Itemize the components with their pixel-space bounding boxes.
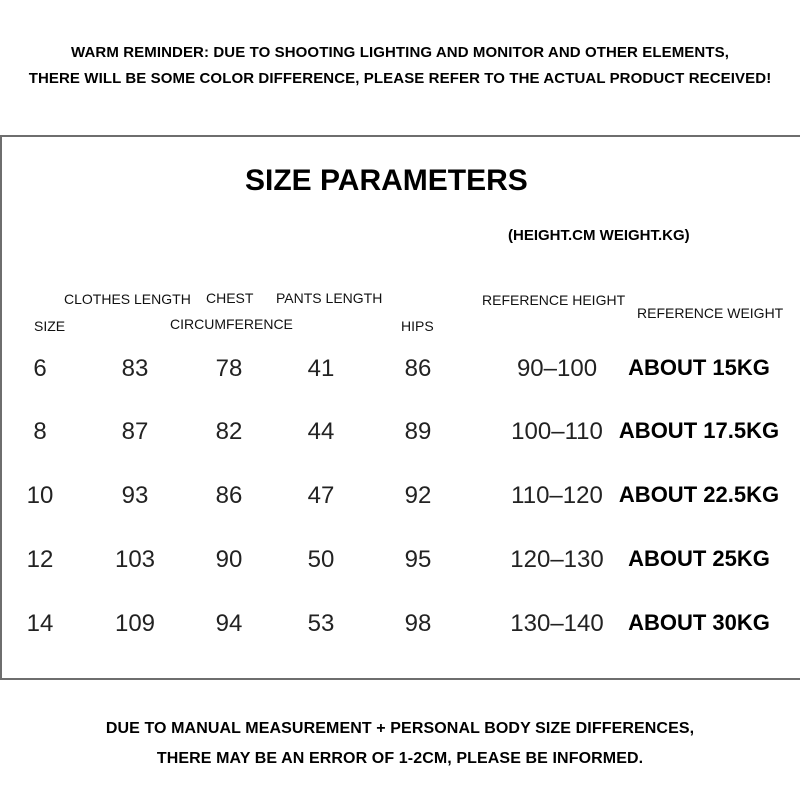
top-notice-line-1: WARM REMINDER: DUE TO SHOOTING LIGHTING AND MONITOR AND OTHER ELEMENTS,: [71, 44, 729, 61]
page-title: SIZE PARAMETERS: [245, 164, 528, 197]
cell-hips: 98: [404, 610, 432, 637]
cell-reference-height: 120–130: [510, 546, 604, 573]
cell-chest: 86: [215, 482, 243, 509]
top-notice: [0, 40, 800, 92]
cell-hips: 92: [404, 482, 432, 509]
cell-clothes-length: 83: [121, 355, 149, 382]
header-chest-line-1: CHEST: [206, 290, 254, 306]
cell-reference-height: 90–100: [516, 355, 598, 382]
size-table-frame: [0, 135, 800, 680]
cell-clothes-length: 93: [121, 482, 149, 509]
cell-size: 8: [33, 418, 47, 445]
cell-size: 12: [26, 546, 54, 573]
cell-chest: 94: [215, 610, 243, 637]
cell-size: 14: [26, 610, 54, 637]
cell-clothes-length: 109: [114, 610, 156, 637]
cell-pants-length: 41: [307, 355, 335, 382]
header-hips: HIPS: [401, 318, 434, 334]
cell-pants-length: 44: [307, 418, 335, 445]
cell-pants-length: 53: [307, 610, 335, 637]
units-note: (HEIGHT.CM WEIGHT.KG): [508, 227, 690, 244]
header-clothes-length: CLOTHES LENGTH: [64, 291, 191, 307]
cell-size: 6: [33, 355, 47, 382]
header-reference-weight: REFERENCE WEIGHT: [637, 305, 784, 321]
top-notice-line-2: THERE WILL BE SOME COLOR DIFFERENCE, PLEASE REFER TO THE ACTUAL PRODUCT RECEIVED!: [28, 70, 772, 87]
cell-chest: 90: [215, 546, 243, 573]
cell-reference-height: 110–120: [511, 482, 603, 509]
header-size: SIZE: [34, 318, 66, 334]
cell-reference-weight: ABOUT 22.5KG: [618, 482, 780, 507]
cell-reference-weight: ABOUT 17.5KG: [618, 418, 780, 443]
cell-reference-weight: ABOUT 15KG: [628, 355, 770, 380]
cell-reference-height: 100–110: [511, 418, 603, 445]
header-reference-height: REFERENCE HEIGHT: [482, 292, 626, 308]
bottom-notice-line-2: THERE MAY BE AN ERROR OF 1-2CM, PLEASE BE INFORMED.: [156, 750, 644, 767]
cell-hips: 89: [404, 418, 432, 445]
cell-clothes-length: 87: [121, 418, 149, 445]
bottom-notice: [0, 714, 800, 774]
cell-reference-weight: ABOUT 30KG: [628, 610, 770, 635]
cell-reference-weight: ABOUT 25KG: [628, 546, 770, 571]
cell-chest: 82: [215, 418, 243, 445]
bottom-notice-line-1: DUE TO MANUAL MEASUREMENT + PERSONAL BODY SIZE DIFFERENCES,: [105, 720, 695, 737]
cell-chest: 78: [215, 355, 243, 382]
cell-pants-length: 47: [307, 482, 335, 509]
header-chest-line-2: CIRCUMFERENCE: [170, 316, 293, 332]
cell-hips: 95: [404, 546, 432, 573]
cell-clothes-length: 103: [114, 546, 156, 573]
cell-hips: 86: [404, 355, 432, 382]
header-pants-length: PANTS LENGTH: [276, 290, 383, 306]
cell-reference-height: 130–140: [510, 610, 604, 637]
cell-size: 10: [26, 482, 54, 509]
cell-pants-length: 50: [307, 546, 335, 573]
